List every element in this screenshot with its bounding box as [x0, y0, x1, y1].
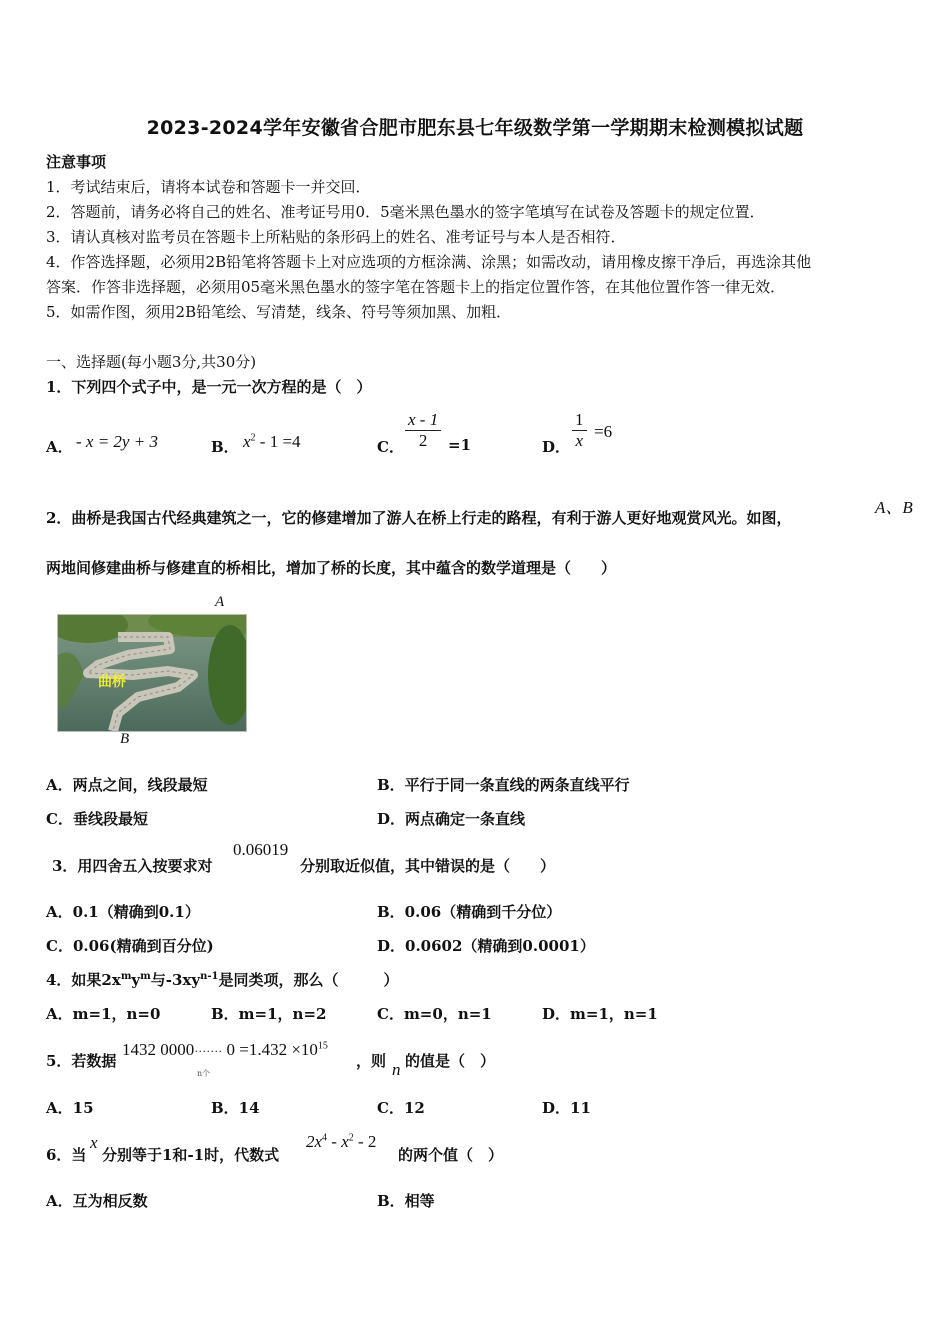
q2-option-d: D．两点确定一条直线 — [377, 810, 526, 828]
q5-brace-label: n个 — [197, 1069, 211, 1078]
q4-option-a: A．m=1，n=0 — [46, 1005, 161, 1023]
q1-option-d-fraction: 1 x — [572, 410, 587, 451]
q5-option-a: A．15 — [46, 1099, 94, 1117]
q3-option-a: A．0.1（精确到0.1） — [46, 903, 200, 921]
question-5-stem-mid: ，则 — [356, 1052, 387, 1070]
q2-option-a: A．两点之间，线段最短 — [46, 776, 208, 794]
q1-option-a-label: A． — [46, 438, 73, 456]
q3-option-b: B．0.06（精确到千分位） — [377, 903, 562, 921]
q5-option-b: B．14 — [211, 1099, 260, 1117]
question-6-stem-post: 的两个值（ ） — [398, 1146, 504, 1164]
curved-bridge-photo — [57, 614, 247, 732]
q1-option-c-rest: =1 — [448, 436, 472, 454]
photo-caption: 曲桥 — [98, 674, 126, 690]
q1-option-c-label: C． — [377, 438, 404, 456]
q5-option-d: D．11 — [542, 1099, 591, 1117]
q5-option-c: C．12 — [377, 1099, 425, 1117]
q6-option-a: A．互为相反数 — [46, 1192, 148, 1210]
page-title: 2023-2024学年安徽省合肥市肥东县七年级数学第一学期期末检测模拟试题 — [146, 117, 804, 139]
q1-option-b-expr: $x^2 - 1 =4$ — [243, 432, 301, 451]
q1-option-d-label: D． — [542, 438, 571, 456]
question-5-stem-pre: 5．若数据 — [46, 1052, 117, 1070]
q6-var-x: x — [90, 1133, 98, 1152]
question-3-stem-post: 分别取近似值，其中错误的是（ ） — [300, 857, 556, 875]
notice-heading: 注意事项 — [46, 153, 107, 171]
question-5-stem-post: 的值是（ ） — [405, 1052, 496, 1070]
notice-item: 5．如需作图，须用2B铅笔绘、写清楚，线条、符号等须加黑、加粗． — [46, 303, 512, 321]
q1-option-a-expr: - x = 2y + 3 — [76, 432, 158, 451]
q3-number: 0.06019 — [233, 840, 289, 859]
q2-ab-label: A、B — [875, 498, 913, 517]
question-2-stem: 2．曲桥是我国古代经典建筑之一，它的修建增加了游人在桥上行走的路程，有利于游人更好地观赏风光。如图， — [46, 509, 792, 527]
q4-option-c: C．m=0，n=1 — [377, 1005, 492, 1023]
q5-var-n: n — [392, 1060, 401, 1079]
bridge-illustration — [58, 615, 246, 731]
notice-item: 答案．作答非选择题，必须用05毫米黑色墨水的签字笔在答题卡上的指定位置作答，在其他位置作答一律无效． — [46, 278, 786, 296]
notice-item: 2．答题前，请务必将自己的姓名、准考证号用0．5毫米黑色墨水的签字笔填写在试卷及答题卡的规定位置． — [46, 203, 765, 221]
question-6-stem-pre: 6．当 — [46, 1146, 87, 1164]
q1-option-b-label: B． — [211, 438, 239, 456]
q1-option-d-rest: =6 — [594, 422, 613, 441]
q5-expression: 1432 $0000\cdot\cdot\cdot\cdot\cdot\cdot\cdot 0 =1.432 \times 10^{15}$ — [122, 1040, 328, 1059]
q6-option-b: B．相等 — [377, 1192, 435, 1210]
notice-item: 1．考试结束后，请将本试卷和答题卡一并交回． — [46, 178, 371, 196]
photo-label-a: A — [215, 594, 225, 610]
photo-label-b: B — [120, 731, 130, 747]
q2-option-c: C．垂线段最短 — [46, 810, 148, 828]
q2-option-b: B．平行于同一条直线的两条直线平行 — [377, 776, 630, 794]
q4-option-d: D．m=1，n=1 — [542, 1005, 658, 1023]
question-3-stem-pre: 3．用四舍五入按要求对 — [52, 857, 213, 875]
question-6-stem-mid: 分别等于1和-1时，代数式 — [102, 1146, 280, 1164]
section-heading: 一、选择题(每小题3分,共30分) — [46, 353, 257, 371]
q4-option-b: B．m=1，n=2 — [211, 1005, 327, 1023]
q6-expression: $2x^4 - x^2 - 2$ — [306, 1132, 377, 1151]
q1-option-c-fraction: x - 1 2 — [405, 410, 441, 451]
question-1-stem: 1．下列四个式子中，是一元一次方程的是（ ） — [46, 378, 372, 396]
question-4-stem: 4．如果$2x^my^m$与$-3xy^{n-1}$是同类项，那么（ ） — [46, 971, 399, 989]
q3-option-d: D．0.0602（精确到0.0001） — [377, 937, 595, 955]
q3-option-c: C．0.06(精确到百分位) — [46, 937, 214, 955]
notice-item: 4．作答选择题，必须用2B铅笔将答题卡上对应选项的方框涂满、涂黑；如需改动，请用橡皮擦干净后，再选涂其他 — [46, 253, 812, 271]
notice-item: 3．请认真核对监考员在答题卡上所粘贴的条形码上的姓名、准考证号与本人是否相符． — [46, 228, 626, 246]
question-2-stem-line2: 两地间修建曲桥与修建直的桥相比，增加了桥的长度，其中蕴含的数学道理是（ ） — [46, 559, 617, 577]
